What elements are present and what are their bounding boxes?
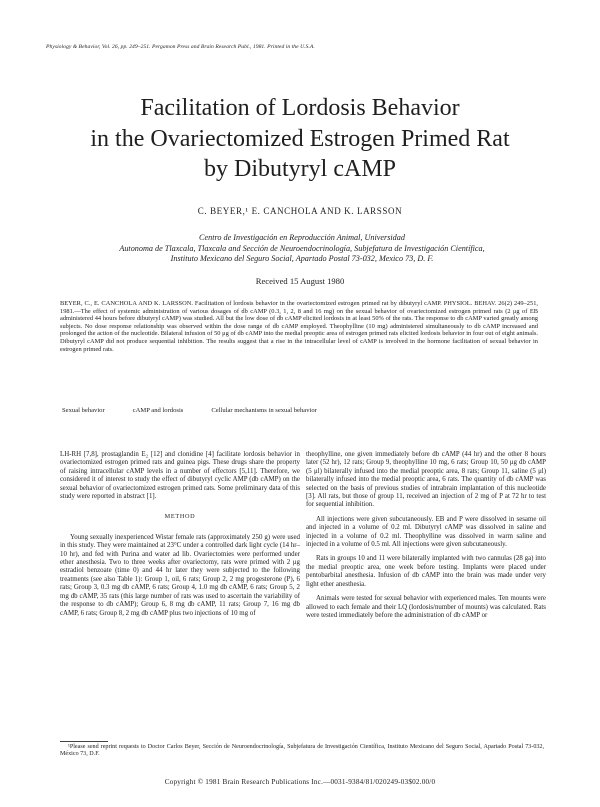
method-continued-paragraph: theophylline, one given immediately before db cAMP (44 hr) and the other 8 hours later (52 hr), 12 rats; Group 9, theophylline 10 mg, 6 rats; Group 10, 50 μg db cAMP (5 μl) bilaterally infused into the medial preoptic area, 8 rats; Group 11, saline (5 μl) bilaterally infused into the medial preoptic area, 6 rats. The quantity of db cAMP was selected on the basis of previous studies of intrabrain implantation of this nucleotide [3]. All rats, but those of group 11, received an injection of 2 mg of P at 72 hr to test for sequential inhibition. (306, 451, 546, 509)
article-title (0, 93, 600, 185)
intro-paragraph: LH-RH [7,8], prostaglandin E₂ [12] and clonidine [4] facilitate lordosis behavior in ovariectomized estrogen primed rats and guinea pigs. These drugs share the property of raising intracellular cAMP levels in a number of effectors [5,11]. Therefore, we considered it of interest to study the effect of dibutyryl cyclic AMP (db cAMP) on the sexual behavior of ovariectomized estrogen primed rats. Some preliminary data of this study were reported in abstract [1]. (60, 451, 300, 501)
abstract-citation: BEYER, C., E. CANCHOLA AND K. LARSSON. Facilitation of lordosis behavior in the ovariectomized estrogen primed rat by dibutyryl cAMP. PHYSIOL. BEHAV. 26(2) 249–251, 1981. (60, 300, 538, 315)
keyword: cAMP and lordosis (132, 407, 184, 414)
received-date: Received 15 August 1980 (255, 276, 345, 286)
affiliation-line-2: Autonoma de Tlaxcala, Tlaxcala and Sección de Neuroendocrinología, Subjefatura de Investigación Científica, (119, 243, 485, 253)
keyword: Sexual behavior (62, 407, 105, 414)
copyright-line: Copyright © 1981 Brain Research Publications Inc.—0031-9384/81/020249-03$02.00/0 (164, 778, 436, 786)
affiliation-line-3: Instituto Mexicano del Seguro Social, Apartado Postal 73-032, Mexico 73, D. F. (170, 254, 434, 264)
keyword: Cellular mechanisms in sexual behavior (211, 407, 317, 414)
keywords (62, 407, 542, 414)
left-column (60, 451, 300, 624)
implants-paragraph: Rats in groups 10 and 11 were bilaterally implanted with two cannulas (28 ga) into the medial preoptic area, one week before testing. Implants were placed under pentobarbital anesthesia. Infusion of db cAMP into the brain was made under very light ether anesthesia. (306, 555, 546, 588)
footnote: ¹Please send reprint requests to Doctor Carlos Beyer, Sección de Neuroendocrinología, Subjefatura de Investigación Científica, Instituto Mexicano del Seguro Social, Apartado Postal 73-032, México 73, D.F. (60, 744, 544, 758)
title-line-2: in the Ovariectomized Estrogen Primed Rat (90, 125, 510, 152)
method-paragraph: Young sexually inexperienced Wistar female rats (approximately 250 g) were used in this study. They were maintained at 23°C under a controlled dark light cycle (14 hr–10 hr), and fed with Purina and water ad lib. Ovariectomies were performed under ether anesthesia. Two to three weeks after ovariectomy, rats were primed with 2 μg estradiol benzoate (time 0) and 44 hr later they were subjected to the following treatments (see also Table 1): Group 1, oil, 6 rats; Group 2, 2 mg progesterone (P), 6 rats; Group 3, 0.3 mg db cAMP, 6 rats; Group 4, 1.0 mg db cAMP, 6 rats; Group 5, 2 mg db cAMP, 35 rats (this large number of rats was used to ascertain the variability of the response to db cAMP); Group 6, 8 mg db cAMP, 11 rats; Group 7, 16 mg db cAMP, 6 rats; Group 8, 2 mg db cAMP plus two injections of 10 mg of (60, 533, 300, 617)
testing-paragraph: Animals were tested for sexual behavior with experienced males. Ten mounts were allowed to each female and their LQ (lordosis/number of mounts) was calculated. Rats were tested immediately before the administration of db cAMP or (306, 595, 546, 619)
title-line-1: Facilitation of Lordosis Behavior (140, 95, 460, 121)
abstract (60, 300, 538, 353)
right-column (306, 451, 546, 626)
footnote-divider (60, 741, 108, 742)
affiliation (72, 233, 532, 265)
affiliation-line-1: Centro de Investigación en Reproducción Animal, Universidad (199, 233, 405, 242)
title-line-3: by Dibutyryl cAMP (204, 156, 396, 182)
journal-citation-header: Physiology & Behavior, Vol. 26, pp. 249–251. Pergamon Press and Brain Research Publ., 1981. Printed in the U.S.A. (46, 44, 315, 50)
method-heading: METHOD (164, 513, 196, 521)
abstract-body: —The effect of systemic administration of various dosages of db cAMP (0.3, 1, 2, 8 and 16 mg) on the sexual behavior of ovariectomized estrogen primed rats (2 μg of EB administered 44 hours before dibutyryl cAMP) was studied. All but the low dose of db cAMP elicited lordosis in at least 50% of the rats. The response to db cAMP varied greatly among subjects. No dose response relationship was observed within the dose range of db cAMP employed. Theophylline (10 mg) administered simultaneously to db cAMP increased and prolonged the action of the nucleotide. Bilateral infusion of 50 μg of db cAMP into the medial preoptic area of estrogen primed rats elicited lordosis behavior in four out of eight animals. Dibutyryl cAMP did not produce sequential inhibition. The results suggest that a rise in the intracellular level of cAMP is involved in the hormone facilitation of sexual behavior in estrogen primed rats. (60, 307, 538, 353)
author-list: C. BEYER,¹ E. CANCHOLA AND K. LARSSON (197, 206, 403, 216)
injections-paragraph: All injections were given subcutaneously. EB and P were dissolved in sesame oil and injected in a volume of 0.2 ml. Dibutyryl cAMP was dissolved in saline and injected in a volume of 0.2 ml. Theophylline was dissolved in warm saline and injected in a volume of 0.5 ml. All injections were given subcutaneously. (306, 515, 546, 549)
